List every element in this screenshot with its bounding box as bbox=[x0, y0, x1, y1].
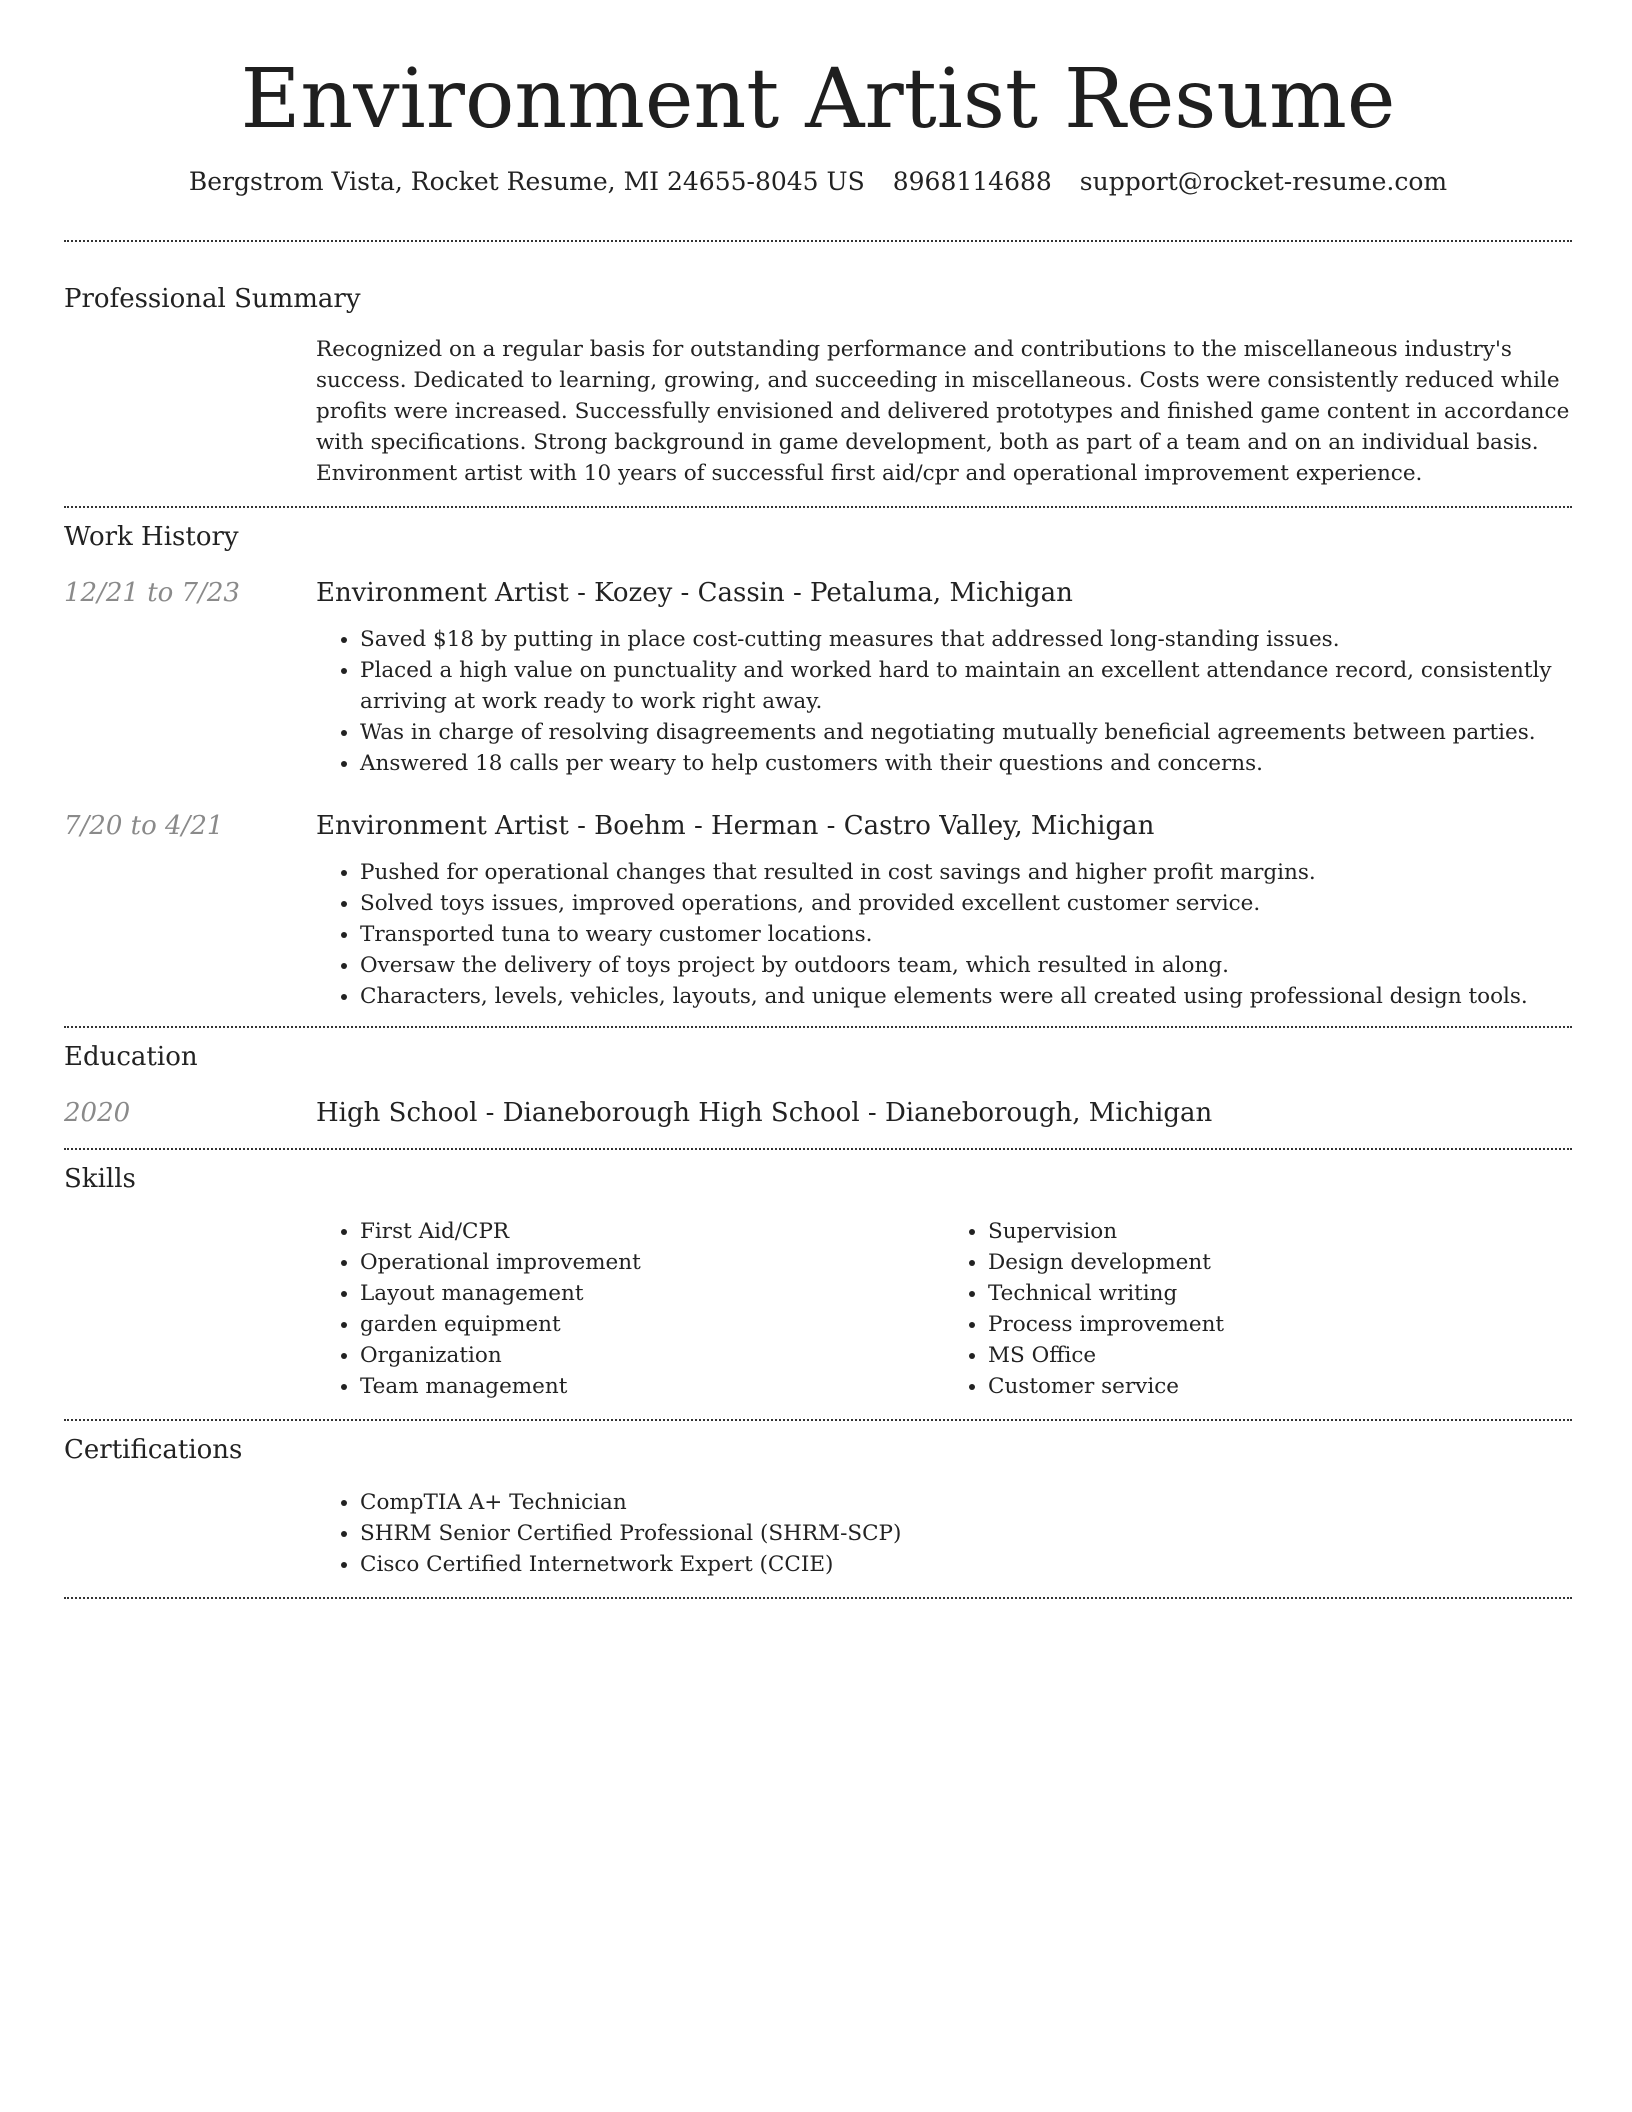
skills-row bbox=[64, 1216, 1572, 1402]
contact-phone: 8968114688 bbox=[892, 167, 1052, 196]
job-dates: 12/21 to 7/23 bbox=[64, 578, 240, 608]
certifications-row bbox=[64, 1487, 1572, 1580]
list-item: • Was in charge of resolving disagreements and negotiating mutually beneficial agreements between parties. bbox=[360, 717, 1572, 748]
list-item: • garden equipment bbox=[360, 1309, 944, 1340]
list-item: • Answered 18 calls per weary to help customers with their questions and concerns. bbox=[360, 748, 1572, 779]
skills-list-right bbox=[944, 1216, 1572, 1402]
contact-address: Bergstrom Vista, Rocket Resume, MI 24655-8045 US bbox=[188, 167, 865, 196]
certifications-list bbox=[316, 1487, 1572, 1580]
list-item: • Customer service bbox=[988, 1371, 1572, 1402]
divider bbox=[64, 1148, 1572, 1150]
skills-heading: Skills bbox=[64, 1164, 136, 1194]
divider bbox=[64, 1026, 1572, 1028]
list-item: • Pushed for operational changes that resulted in cost savings and higher profit margins. bbox=[360, 857, 1572, 888]
list-item: • CompTIA A+ Technician bbox=[360, 1487, 1572, 1518]
job-entry bbox=[64, 809, 1572, 1012]
list-item: • Supervision bbox=[988, 1216, 1572, 1247]
list-item: • First Aid/CPR bbox=[360, 1216, 944, 1247]
list-item: • Process improvement bbox=[988, 1309, 1572, 1340]
divider bbox=[64, 1597, 1572, 1599]
education-title: High School - Dianeborough High School - Dianeborough, Michigan bbox=[316, 1098, 1213, 1128]
list-item: • MS Office bbox=[988, 1340, 1572, 1371]
education-year: 2020 bbox=[64, 1098, 131, 1128]
work-history-heading: Work History bbox=[64, 522, 239, 552]
job-bullets bbox=[316, 624, 1572, 779]
summary-row bbox=[64, 334, 1572, 489]
job-dates: 7/20 to 4/21 bbox=[64, 811, 224, 841]
education-heading: Education bbox=[64, 1042, 198, 1072]
job-entry bbox=[64, 576, 1572, 779]
job-title: Environment Artist - Boehm - Herman - Castro Valley, Michigan bbox=[316, 811, 1155, 841]
job-bullets bbox=[316, 857, 1572, 1012]
certifications-heading: Certifications bbox=[64, 1435, 243, 1465]
list-item: • Design development bbox=[988, 1247, 1572, 1278]
list-item: • Organization bbox=[360, 1340, 944, 1371]
resume-title: Environment Artist Resume bbox=[240, 52, 1396, 147]
contact-line bbox=[64, 166, 1572, 198]
list-item: • Technical writing bbox=[988, 1278, 1572, 1309]
summary-text: Recognized on a regular basis for outstanding performance and contributions to the miscellaneous industry's success. Dedicated to learning, growing, and succeeding in miscellaneous. Costs were consistently reduced while profits were increased. Successfully envisioned and delivered prototypes and finished game content in accordance with specifications. Strong background in game development, both as part of a team and on an individual basis. Environment artist with 10 years of successful first aid/cpr and operational improvement experience. bbox=[316, 337, 1570, 486]
contact-email: support@rocket-resume.com bbox=[1079, 167, 1448, 196]
divider bbox=[64, 506, 1572, 508]
list-item: • Placed a high value on punctuality and worked hard to maintain an excellent attendance record, consistently arriving at work ready to work right away. bbox=[360, 655, 1572, 717]
job-title: Environment Artist - Kozey - Cassin - Petaluma, Michigan bbox=[316, 578, 1073, 608]
resume-page bbox=[64, 0, 1572, 1599]
list-item: • Layout management bbox=[360, 1278, 944, 1309]
education-entry bbox=[64, 1096, 1572, 1130]
list-item: • Saved $18 by putting in place cost-cutting measures that addressed long-standing issues. bbox=[360, 624, 1572, 655]
list-item: • Transported tuna to weary customer locations. bbox=[360, 919, 1572, 950]
skills-list-left bbox=[316, 1216, 944, 1402]
list-item: • Characters, levels, vehicles, layouts, and unique elements were all created using professional design tools. bbox=[360, 981, 1572, 1012]
list-item: • Team management bbox=[360, 1371, 944, 1402]
list-item: • SHRM Senior Certified Professional (SHRM-SCP) bbox=[360, 1518, 1572, 1549]
list-item: • Oversaw the delivery of toys project by outdoors team, which resulted in along. bbox=[360, 950, 1572, 981]
divider bbox=[64, 240, 1572, 242]
summary-heading: Professional Summary bbox=[64, 284, 361, 314]
list-item: • Cisco Certified Internetwork Expert (CCIE) bbox=[360, 1549, 1572, 1580]
list-item: • Solved toys issues, improved operations, and provided excellent customer service. bbox=[360, 888, 1572, 919]
divider bbox=[64, 1419, 1572, 1421]
list-item: • Operational improvement bbox=[360, 1247, 944, 1278]
